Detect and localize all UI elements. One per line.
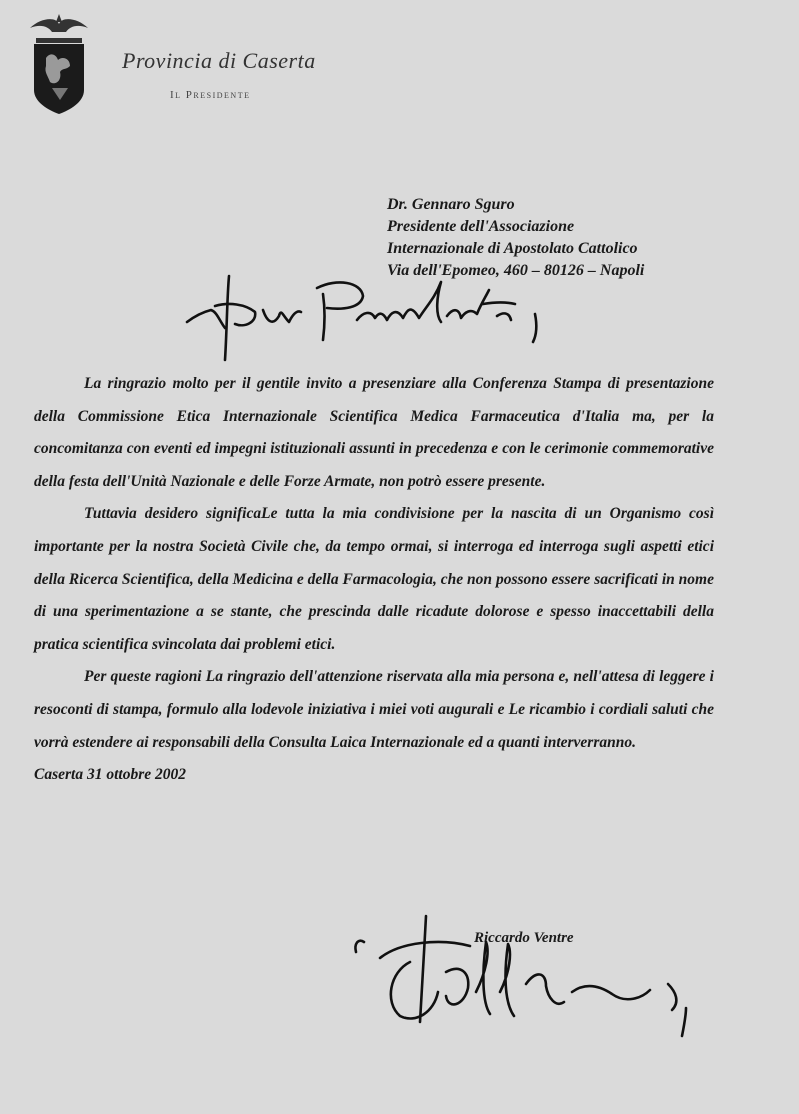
recipient-line: Internazionale di Apostolato Cattolico (387, 240, 638, 257)
body-paragraph: Per queste ragioni La ringrazio dell'attenzione riservata alla mia persona e, nell'attesa di leggere i resoconti di stampa, formulo alla lodevole iniziativa i miei voti augurali e Le ricambio i cordiali saluti che vorrà estendere ai responsabili della Consulta Laica Internazionale ed a quanti interverranno. (34, 668, 714, 751)
handwritten-signature (350, 912, 700, 1042)
body-paragraph: La ringrazio molto per il gentile invito a presenziare alla Conferenza Stampa di presentazione della Commissione Etica Internazionale Scientifica Medica Farmaceutica d'Italia ma, per la concomitanza con eventi ed impegni istituzionali assunti in precedenza e con le cerimonie commemorative della festa dell'Unità Nazionale e delle Forze Armate, non potrò essere presente. (34, 375, 714, 490)
letterhead-title: Provincia di Caserta (122, 48, 316, 73)
recipient-line: Via dell'Epomeo, 460 – 80126 – Napoli (387, 262, 645, 279)
recipient-line: Presidente dell'Associazione (387, 218, 575, 235)
signer-name: Riccardo Ventre (474, 930, 574, 946)
handwritten-salutation (185, 268, 565, 363)
letter-date: Caserta 31 ottobre 2002 (34, 766, 186, 784)
letterhead-subtitle: Il Presidente (170, 89, 251, 101)
recipient-line: Dr. Gennaro Sguro (387, 196, 515, 213)
coat-of-arms-icon (26, 14, 92, 118)
body-paragraph: Tuttavia desidero significaLe tutta la mia condivisione per la nascita di un Organismo così importante per la nostra Società Civile che, da tempo ormai, si interroga ed interroga sugli aspetti etici della Ricerca Scientifica, della Medicina e della Farmacologia, che non possono essere sacrificati in nome di una sperimentazione a se stante, che prescinda dalle ricadute dolorose e spesso inaccettabili della pratica scientifica svincolata dai problemi etici. (34, 505, 714, 653)
letter-body (34, 368, 714, 792)
